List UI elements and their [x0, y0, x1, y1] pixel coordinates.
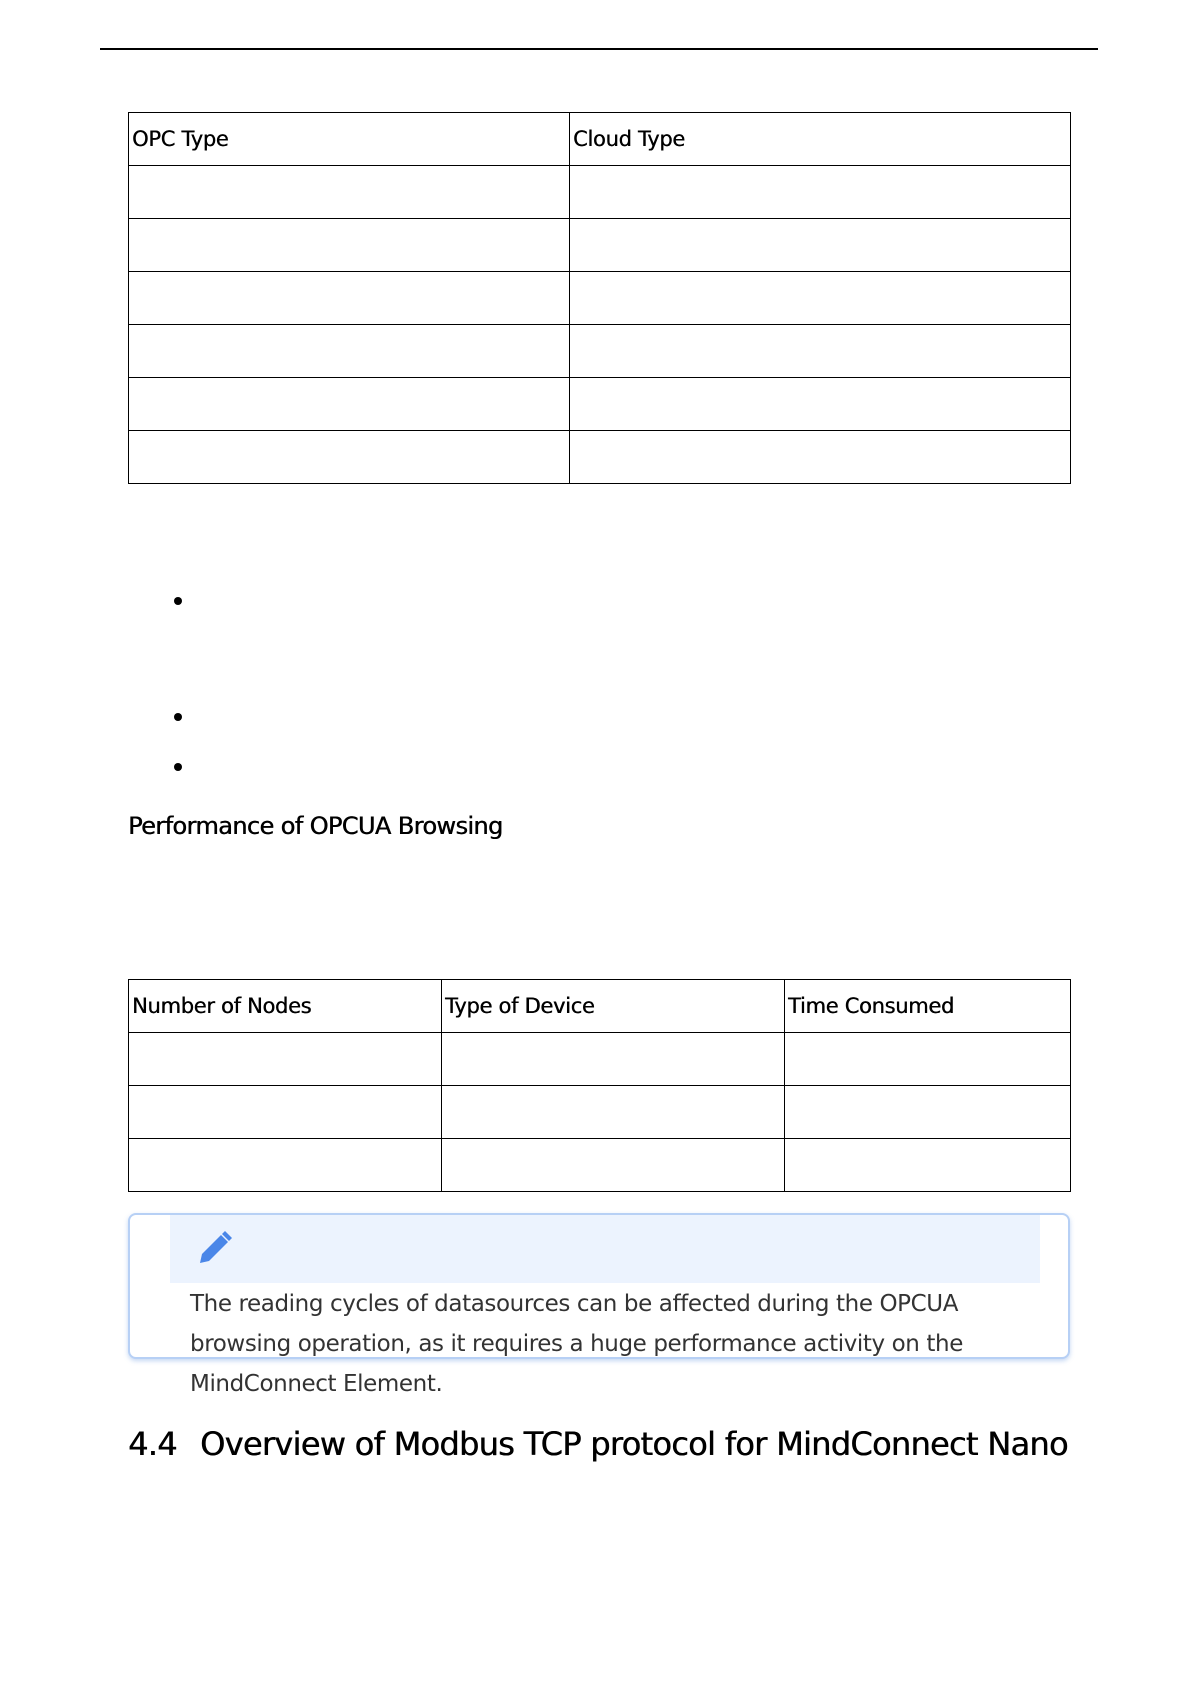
table-cell: [129, 1086, 442, 1139]
pencil-icon: [194, 1229, 234, 1269]
table-cell: [785, 1139, 1071, 1192]
column-header-type-of-device: Type of Device: [442, 980, 785, 1033]
note-callout: [128, 1213, 1070, 1397]
column-header-cloud-type: Cloud Type: [570, 113, 1071, 166]
table-cell: [129, 1139, 442, 1192]
table-cell: [570, 219, 1071, 272]
table-row: [129, 378, 1071, 431]
bullet-point: [174, 763, 182, 771]
table-row: [129, 1139, 1071, 1192]
table-cell: [129, 431, 570, 484]
table-cell: [129, 378, 570, 431]
table-cell: [129, 166, 570, 219]
table-cell: [129, 325, 570, 378]
table-row: [129, 219, 1071, 272]
table-cell: [129, 1033, 442, 1086]
bullet-point: [174, 597, 182, 605]
note-text: The reading cycles of datasources can be affected during the OPCUA browsing operation, as it requires a huge performance activity on the MindConnect Element.: [190, 1291, 963, 1397]
section-number: 4.4: [128, 1425, 177, 1463]
table-row: [129, 166, 1071, 219]
note-header-band: [170, 1215, 1040, 1283]
table-cell: [570, 378, 1071, 431]
table-cell: [785, 1086, 1071, 1139]
table-cell: [442, 1033, 785, 1086]
subheading-performance: Performance of OPCUA Browsing: [128, 812, 503, 840]
column-header-number-of-nodes: Number of Nodes: [129, 980, 442, 1033]
table-cell: [129, 272, 570, 325]
table-header-row: [129, 980, 1071, 1033]
column-header-time-consumed: Time Consumed: [785, 980, 1071, 1033]
header-rule: [100, 48, 1098, 50]
table-cell: [570, 325, 1071, 378]
table-header-row: [129, 113, 1071, 166]
table-row: [129, 1086, 1071, 1139]
table-cell: [785, 1033, 1071, 1086]
table-row: [129, 1033, 1071, 1086]
table-cell: [570, 431, 1071, 484]
table-cell: [442, 1086, 785, 1139]
table-row: [129, 325, 1071, 378]
table-cell: [570, 272, 1071, 325]
bullet-point: [174, 713, 182, 721]
section-heading: [128, 1425, 1068, 1463]
table-row: [129, 431, 1071, 484]
opcua-browsing-performance-table: [128, 979, 1071, 1192]
table-cell: [442, 1139, 785, 1192]
table-row: [129, 272, 1071, 325]
table-cell: [129, 219, 570, 272]
opc-cloud-type-table: [128, 112, 1071, 484]
section-title: Overview of Modbus TCP protocol for MindConnect Nano: [200, 1425, 1068, 1463]
column-header-opc-type: OPC Type: [129, 113, 570, 166]
table-cell: [570, 166, 1071, 219]
